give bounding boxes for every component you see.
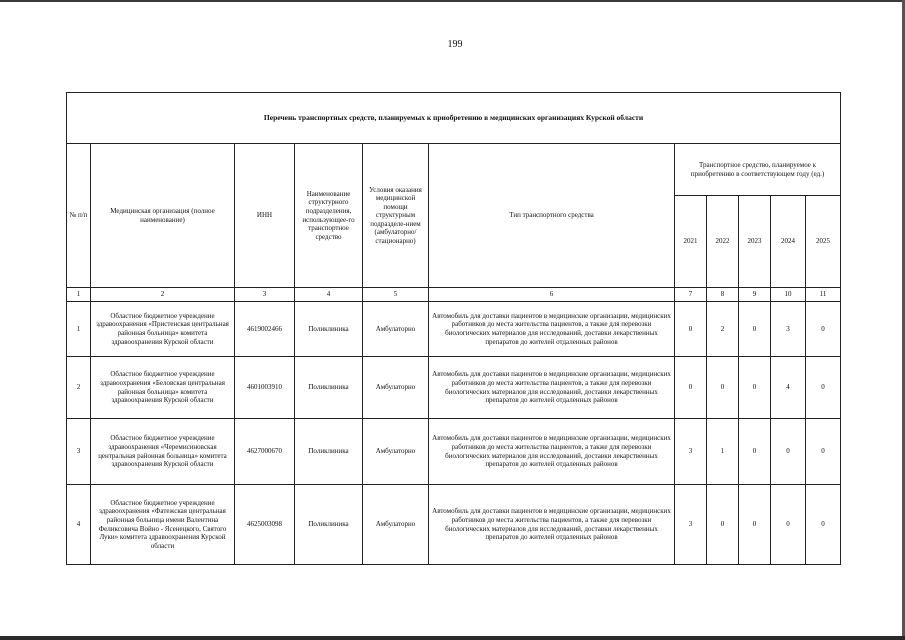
row-org: Областное бюджетное учреждение здравоохранения «Пристенская центральная районная больница» комитета здравоохранения Курской области — [91, 302, 235, 357]
row-inn: 4627000670 — [235, 419, 295, 485]
row-value: 0 — [806, 357, 841, 419]
header-year: 2023 — [739, 196, 771, 288]
row-value: 0 — [675, 302, 707, 357]
row-inn: 4601003910 — [235, 357, 295, 419]
column-number: 4 — [295, 288, 363, 302]
row-vehicle-type: Автомобиль для доставки пациентов в медицинские организации, медицинских работников до места жительства пациентов, а также для перевозки биологических материалов для исследований, доставки лекарственных препаратов до жителей отдаленных районов — [429, 302, 675, 357]
column-number: 7 — [675, 288, 707, 302]
column-number: 8 — [707, 288, 739, 302]
title-row — [67, 93, 841, 144]
row-value: 0 — [739, 302, 771, 357]
header-num: № п/п — [67, 144, 91, 288]
row-org: Областное бюджетное учреждение здравоохранения «Черемисиновская центральная районная больница» комитета здравоохранения Курской области — [91, 419, 235, 485]
row-value: 3 — [675, 419, 707, 485]
table-title: Перечень транспортных средств, планируемых к приобретению в медицинских организациях Курской области — [67, 93, 841, 144]
header-year: 2021 — [675, 196, 707, 288]
transport-table — [66, 92, 841, 565]
row-value: 0 — [771, 485, 806, 565]
row-division: Поликлиника — [295, 485, 363, 565]
row-value: 0 — [806, 419, 841, 485]
row-inn: 4619002466 — [235, 302, 295, 357]
column-number: 3 — [235, 288, 295, 302]
row-vehicle-type: Автомобиль для доставки пациентов в медицинские организации, медицинских работников до места жительства пациентов, а также для перевозки биологических материалов для исследований, доставки лекарственных препаратов до жителей отдаленных районов — [429, 485, 675, 565]
row-value: 0 — [707, 485, 739, 565]
row-conditions: Амбулаторно — [363, 302, 429, 357]
row-conditions: Амбулаторно — [363, 357, 429, 419]
row-inn: 4625003098 — [235, 485, 295, 565]
row-value: 3 — [771, 302, 806, 357]
scan-bottom-edge — [0, 636, 905, 640]
header-org: Медицинская организация (полное наименование) — [91, 144, 235, 288]
column-number: 10 — [771, 288, 806, 302]
row-value: 4 — [771, 357, 806, 419]
header-inn: ИНН — [235, 144, 295, 288]
header-year: 2024 — [771, 196, 806, 288]
column-numbers-row — [67, 288, 841, 302]
row-org: Областное бюджетное учреждение здравоохранения «Беловская центральная районная больница» комитета здравоохранения Курской области — [91, 357, 235, 419]
row-value: 0 — [739, 485, 771, 565]
column-number: 1 — [67, 288, 91, 302]
header-row — [67, 144, 841, 196]
scan-top-edge — [0, 0, 905, 2]
table-row — [67, 485, 841, 565]
row-value: 2 — [707, 302, 739, 357]
header-conditions: Условия оказания медицинской помощи структурным подразделе-нием (амбулаторно/ стационарно) — [363, 144, 429, 288]
row-value: 1 — [707, 419, 739, 485]
row-vehicle-type: Автомобиль для доставки пациентов в медицинские организации, медицинских работников до места жительства пациентов, а также для перевозки биологических материалов для исследований, доставки лекарственных препаратов до жителей отдаленных районов — [429, 357, 675, 419]
page-number: 199 — [447, 39, 463, 50]
table-row — [67, 357, 841, 419]
header-division: Наименование структурного подразделения, использующее-го транспортное средство — [295, 144, 363, 288]
column-number: 6 — [429, 288, 675, 302]
row-value: 0 — [739, 419, 771, 485]
row-value: 0 — [806, 485, 841, 565]
row-value: 0 — [675, 357, 707, 419]
column-number: 2 — [91, 288, 235, 302]
table-row — [67, 419, 841, 485]
row-org: Областное бюджетное учреждение здравоохранения «Фатежская центральная районная больница имени Валентина Феликсовича Войно - Ясенецкого, Святого Луки» комитета здравоохранения Курской области — [91, 485, 235, 565]
header-planned-group: Транспортное средство, планируемое к приобретению в соответствующем году (ед.) — [675, 144, 841, 196]
row-conditions: Амбулаторно — [363, 419, 429, 485]
table-row — [67, 302, 841, 357]
row-value: 0 — [771, 419, 806, 485]
row-num: 1 — [67, 302, 91, 357]
row-num: 4 — [67, 485, 91, 565]
row-value: 0 — [739, 357, 771, 419]
row-vehicle-type: Автомобиль для доставки пациентов в медицинские организации, медицинских работников до места жительства пациентов, а также для перевозки биологических материалов для исследований, доставки лекарственных препаратов до жителей отдаленных районов — [429, 419, 675, 485]
row-division: Поликлиника — [295, 357, 363, 419]
row-value: 3 — [675, 485, 707, 565]
row-value: 0 — [707, 357, 739, 419]
row-value: 0 — [806, 302, 841, 357]
column-number: 5 — [363, 288, 429, 302]
column-number: 11 — [806, 288, 841, 302]
row-division: Поликлиника — [295, 419, 363, 485]
header-vehicle-type: Тип транспортного средства — [429, 144, 675, 288]
row-division: Поликлиника — [295, 302, 363, 357]
row-num: 3 — [67, 419, 91, 485]
row-conditions: Амбулаторно — [363, 485, 429, 565]
header-year: 2025 — [806, 196, 841, 288]
column-number: 9 — [739, 288, 771, 302]
header-year: 2022 — [707, 196, 739, 288]
row-num: 2 — [67, 357, 91, 419]
